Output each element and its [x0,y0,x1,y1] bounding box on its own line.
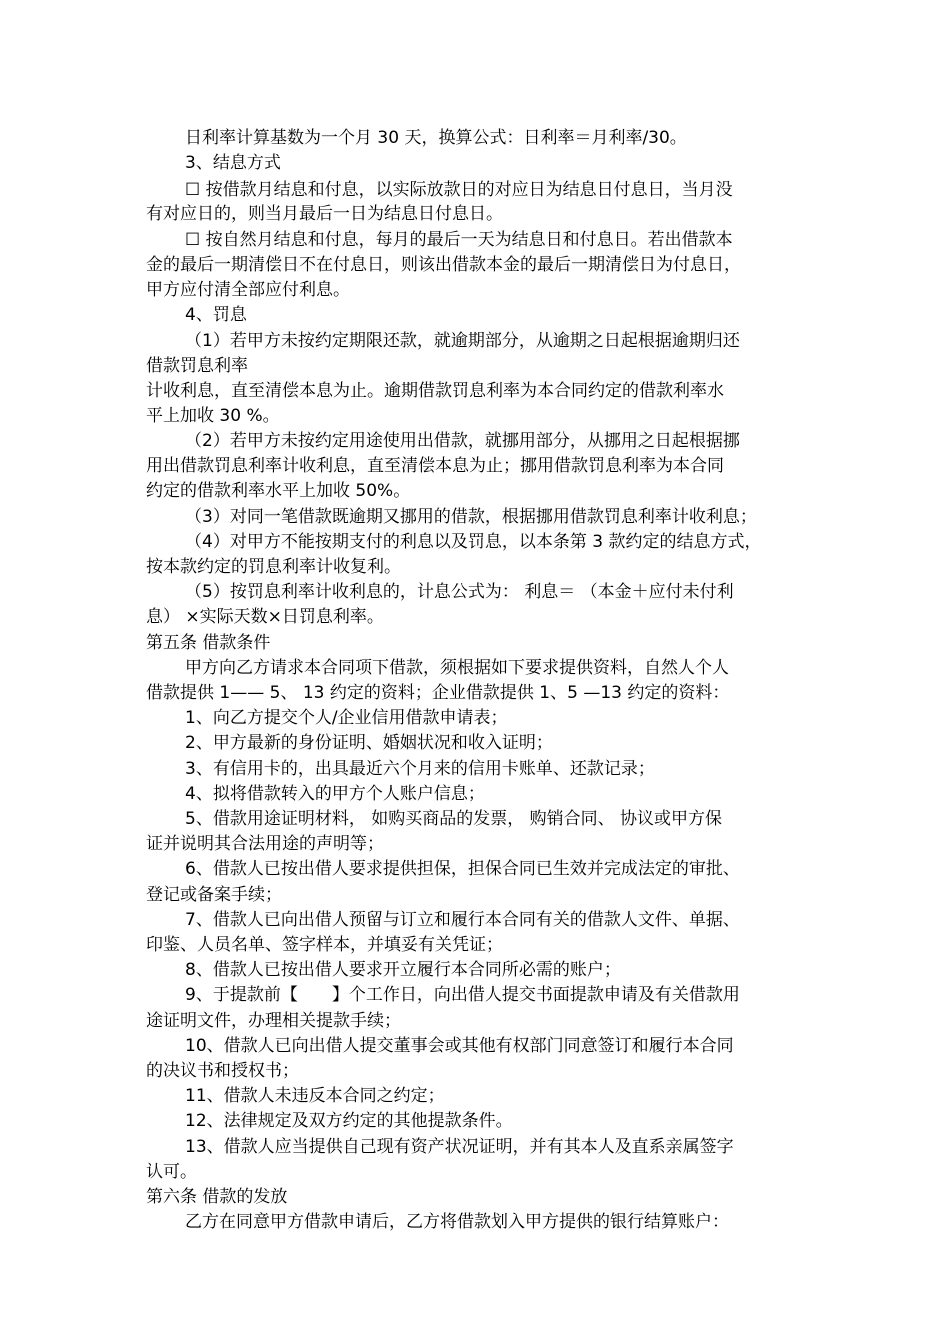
list-item: 2、甲方最新的身份证明、婚姻状况和收入证明； [185,733,553,753]
text-line: （4）对甲方不能按期支付的利息以及罚息，以本条第 3 款约定的结息方式， [185,532,762,552]
text-line: 平上加收 30 %。 [146,406,280,426]
list-item: 13、借款人应当提供自己现有资产状况证明，并有其本人及直系亲属签字 [185,1137,734,1157]
text-line: 甲方应付清全部应付利息。 [146,280,350,300]
section-heading: 3、结息方式 [185,153,281,173]
section-heading: 4、罚息 [185,305,247,325]
list-item: 11、借款人未违反本合同之约定； [185,1086,445,1106]
text-line: 借款提供 1—— 5、 13 约定的资料；企业借款提供 1、5 —13 约定的资料： [146,683,730,703]
list-item: 5、借款用途证明材料， 如购买商品的发票， 购销合同、 协议或甲方保 [185,809,723,829]
text-line: （2）若甲方未按约定用途使用出借款，就挪用部分，从挪用之日起根据挪 [185,431,740,451]
list-item: 8、借款人已按出借人要求开立履行本合同所必需的账户； [185,960,621,980]
list-item: 4、拟将借款转入的甲方个人账户信息； [185,784,485,804]
text-line: 息） ×实际天数×日罚息利率。 [146,607,384,627]
list-item: 12、法律规定及双方约定的其他提款条件。 [185,1111,513,1131]
checkbox-option-text: ☐ 按自然月结息和付息，每月的最后一天为结息日和付息日。若出借款本 [185,230,733,250]
text-line: 按本款约定的罚息利率计收复利。 [146,557,401,577]
text-line: 甲方向乙方请求本合同项下借款，须根据如下要求提供资料，自然人个人 [185,658,729,678]
text-line: 用出借款罚息利率计收利息，直至清偿本息为止；挪用借款罚息利率为本合同 [146,456,724,476]
text-line: 约定的借款利率水平上加收 50%。 [146,481,411,501]
text-line: 借款罚息利率 [146,356,248,376]
article-heading: 第六条 借款的发放 [146,1187,288,1207]
text-line: 金的最后一期清偿日不在付息日，则该出借款本金的最后一期清偿日为付息日， [146,255,741,275]
text-line: 乙方在同意甲方借款申请后，乙方将借款划入甲方提供的银行结算账户： [185,1212,729,1232]
text-line: 有对应日的，则当月最后一日为结息日付息日。 [146,204,503,224]
text-line: 印鉴、人员名单、签字样本，并填妥有关凭证； [146,935,503,955]
text-line: （3）对同一笔借款既逾期又挪用的借款，根据挪用借款罚息利率计收利息； [185,507,757,527]
text-line: （1）若甲方未按约定期限还款，就逾期部分，从逾期之日起根据逾期归还 [185,331,740,351]
list-item: 7、借款人已向出借人预留与订立和履行本合同有关的借款人文件、单据、 [185,910,740,930]
list-item: 1、向乙方提交个人/企业信用借款申请表； [185,708,508,728]
text-line: 途证明文件，办理相关提款手续； [146,1011,401,1031]
text-line: （5）按罚息利率计收利息的，计息公式为： 利息＝ （本金＋应付未付利 [185,582,734,602]
list-item: 10、借款人已向出借人提交董事会或其他有权部门同意签订和履行本合同 [185,1036,734,1056]
text-line: 认可。 [146,1162,197,1182]
text-line: 日利率计算基数为一个月 30 天，换算公式：日利率＝月利率/30。 [185,128,687,148]
checkbox-option-text: ☐ 按借款月结息和付息，以实际放款日的对应日为结息日付息日，当月没 [185,180,733,200]
text-line: 证并说明其合法用途的声明等； [146,834,384,854]
list-item: 6、借款人已按出借人要求提供担保，担保合同已生效并完成法定的审批、 [185,859,740,879]
list-item: 3、有信用卡的，出具最近六个月来的信用卡账单、还款记录； [185,759,655,779]
article-heading: 第五条 借款条件 [146,633,271,653]
text-line: 计收利息，直至清偿本息为止。逾期借款罚息利率为本合同约定的借款利率水 [146,381,724,401]
text-line: 登记或备案手续； [146,885,282,905]
list-item: 9、于提款前【 】个工作日，向出借人提交书面提款申请及有关借款用 [185,985,740,1005]
text-line: 的决议书和授权书； [146,1061,299,1081]
